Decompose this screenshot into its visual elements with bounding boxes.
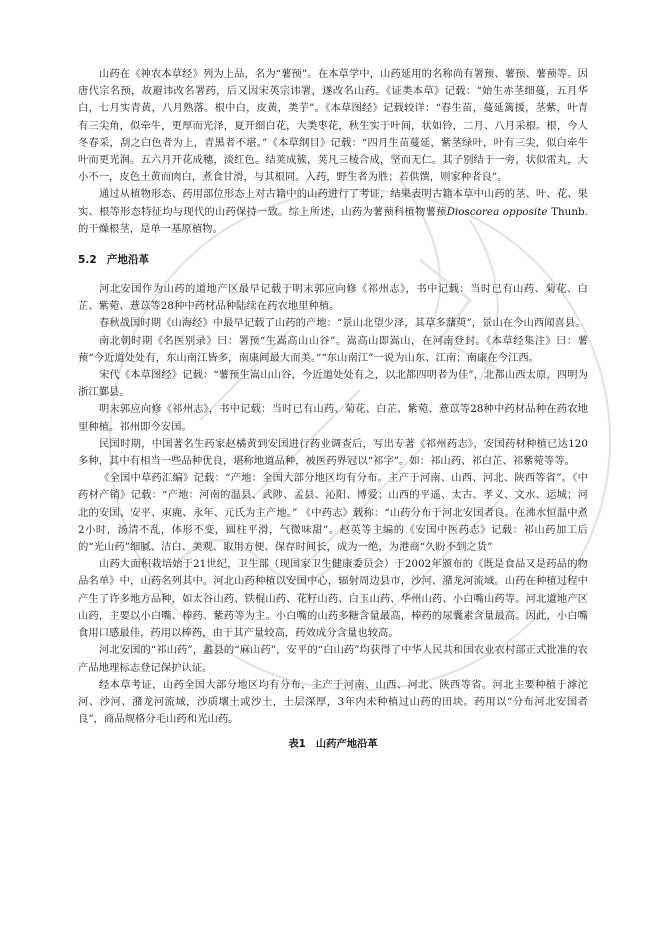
paragraph: 宋代《本草图经》记载：“薯预生嵩山山谷，今近道处处有之，以北都四明者为佳”，北都山西太原，四明为浙江鄞县。 — [78, 369, 588, 399]
paragraph: 经本草考证，山药全国大部分地区均有分布，主产于河南、山西、河北、陕西等省。河北主要种植于滹沱河、沙河、潴龙河流域，沙质壤土或沙土，土层深厚，3年内未种植过山药的田块。药用以“分布河北安国者良”，商品规格分毛山药和光山药。 — [78, 678, 588, 726]
table-caption — [78, 736, 588, 752]
conclusion-text-end: Thunb.的干燥根茎，是单一基原植物。 — [78, 205, 588, 235]
section-number: 5.2 — [78, 254, 97, 267]
paragraph: 南北朝时期《名医别录》曰：署预“生嵩高山山谷”。嵩高山即嵩山，在河南登封。《本草经集注》曰：薯蓣“今近道处处有，东山南江皆多，南康间最大而美。”“东山南江”一说为山东、江南；南康在今江西。 — [78, 334, 588, 364]
paragraph: 河北安国的“祁山药”，蠡县的“麻山药”，安平的“白山药”均获得了中华人民共和国农业农村部正式批准的农产品地理标志登记保护认证。 — [78, 644, 588, 674]
paragraph: 《全国中草药汇编》记载：“产地：全国大部分地区均有分布。主产于河南、山西、河北、陕西等省”。《中药材产销》记载：“产地：河南的温县、武陟、孟县、沁阳、博爱；山西的平遥、太古、孝义、文水、运城；河北的安国、安平、束鹿、永年、元氏为主产地。” 《中药志》载称：“山药分布于河北安国者良。在沸水恒温中煮2小时，汤清不乱，体形不变，圆柱平滑，气微味甜”。赵英等主编的《安国中医药志》记载：祁山药加工后的“光山药”细腻、洁白、美观、取用方便、保存时间长，成为一绝，为港商“久盼不到之货” — [78, 472, 588, 554]
paragraph: 春秋战国时期《山海经》中最早记载了山药的产地：“景山北望少泽，其草多藷萸”，景山在今山西闻喜县。 — [99, 317, 586, 330]
origin-section — [78, 281, 588, 728]
paragraph: 明末郭应向修《祁州志》，书中记载：当时已有山药、菊花、白芷、紫菀、薏苡等28种中药材品种在药农地里种植。祁州即今安国。 — [78, 403, 588, 433]
paragraph: 山药在《神农本草经》列为上品，名为“薯预”。在本草学中，山药延用的名称尚有署预、薯预、薯蓣等。因唐代宗名预，故避讳改名署药，后又因宋英宗讳署，遂改名山药。《证类本草》记载：“始生赤茎细蔓，五月华白，七月实青黄，八月熟落。根中白，皮黄，类芋”。《本草图经》记载较详：“春生苗，蔓延篱援，茎紫，叶青有三尖角，似牵牛，更厚而光泽，夏开细白花，大类枣花，秋生实于叶间，状如铃，二月、八月采根。根，今人冬春采，刮之白色者为上，青黑者不堪。”《本草纲目》记载：“四月生苗蔓延，紫茎绿叶，叶有三尖，似白牵牛叶而更光润。五六月开花成穗，淡红色。结荚成簇，荚凡三棱合成，坚而无仁。其子别结于一旁，状似雷丸，大小不一，皮色土黄而肉白，煮食甘滑，与其根同。入药，野生者为胜；若供馔，则家种者良”。 — [78, 68, 588, 184]
paragraph: 山药大面积栽培始于21世纪，卫生部（现国家卫生健康委员会）于2002年颁布的《既是食品又是药品的物品名单》中，山药名列其中。河北山药种植以安国中心，辐射周边县市，沙河、潴龙河流域。山药在种植过程中产生了许多地方品种，如太谷山药、铁棍山药、花籽山药、白玉山药、华州山药、小白嘴山药等。河北道地产区山药，主要以小白嘴、棒药、紫药等为主。小白嘴的山药多糖含量最高，棒药的尿囊素含量最高。因此，小白嘴食用口感最佳，药用以棒药，由于其产量较高，药效成分含量也较高。 — [78, 558, 588, 640]
table-title: 山药产地沿革 — [315, 738, 378, 751]
conclusion-paragraph — [78, 186, 588, 238]
document-page — [78, 66, 588, 752]
table-number: 表1 — [288, 738, 306, 751]
paragraph: 民国时期，中国著名生药家赵橘黄到安国进行药业调查后，写出专著《祁州药志》，安国药材种植已达120多种，其中有相当一些品种优良，堪称地道品种，被医药界冠以“祁字”。如：祁山药、祁白芷、祁紫菀等等。 — [78, 437, 588, 468]
conclusion-text: 通过从植物形态、药用部位形态上对古籍中的山药进行了考证，结果表明古籍本草中山药的茎、叶、花、果实、根等形态特征均与现代的山药保持一致。综上所述，山药为薯蓣科植物薯蓣 — [78, 188, 588, 218]
section-title: 产地沿革 — [106, 254, 150, 267]
paragraph: 河北安国作为山药的道地产区最早记载于明末郭应向修《祁州志》，书中记载：当时已有山药、菊花、白芷、紫菀、薏苡等28种中药材品种陆续在药农地里种植。 — [78, 283, 588, 313]
section-heading — [78, 252, 588, 268]
latin-name: Dioscorea opposite — [446, 205, 548, 218]
intro-section — [78, 66, 588, 186]
